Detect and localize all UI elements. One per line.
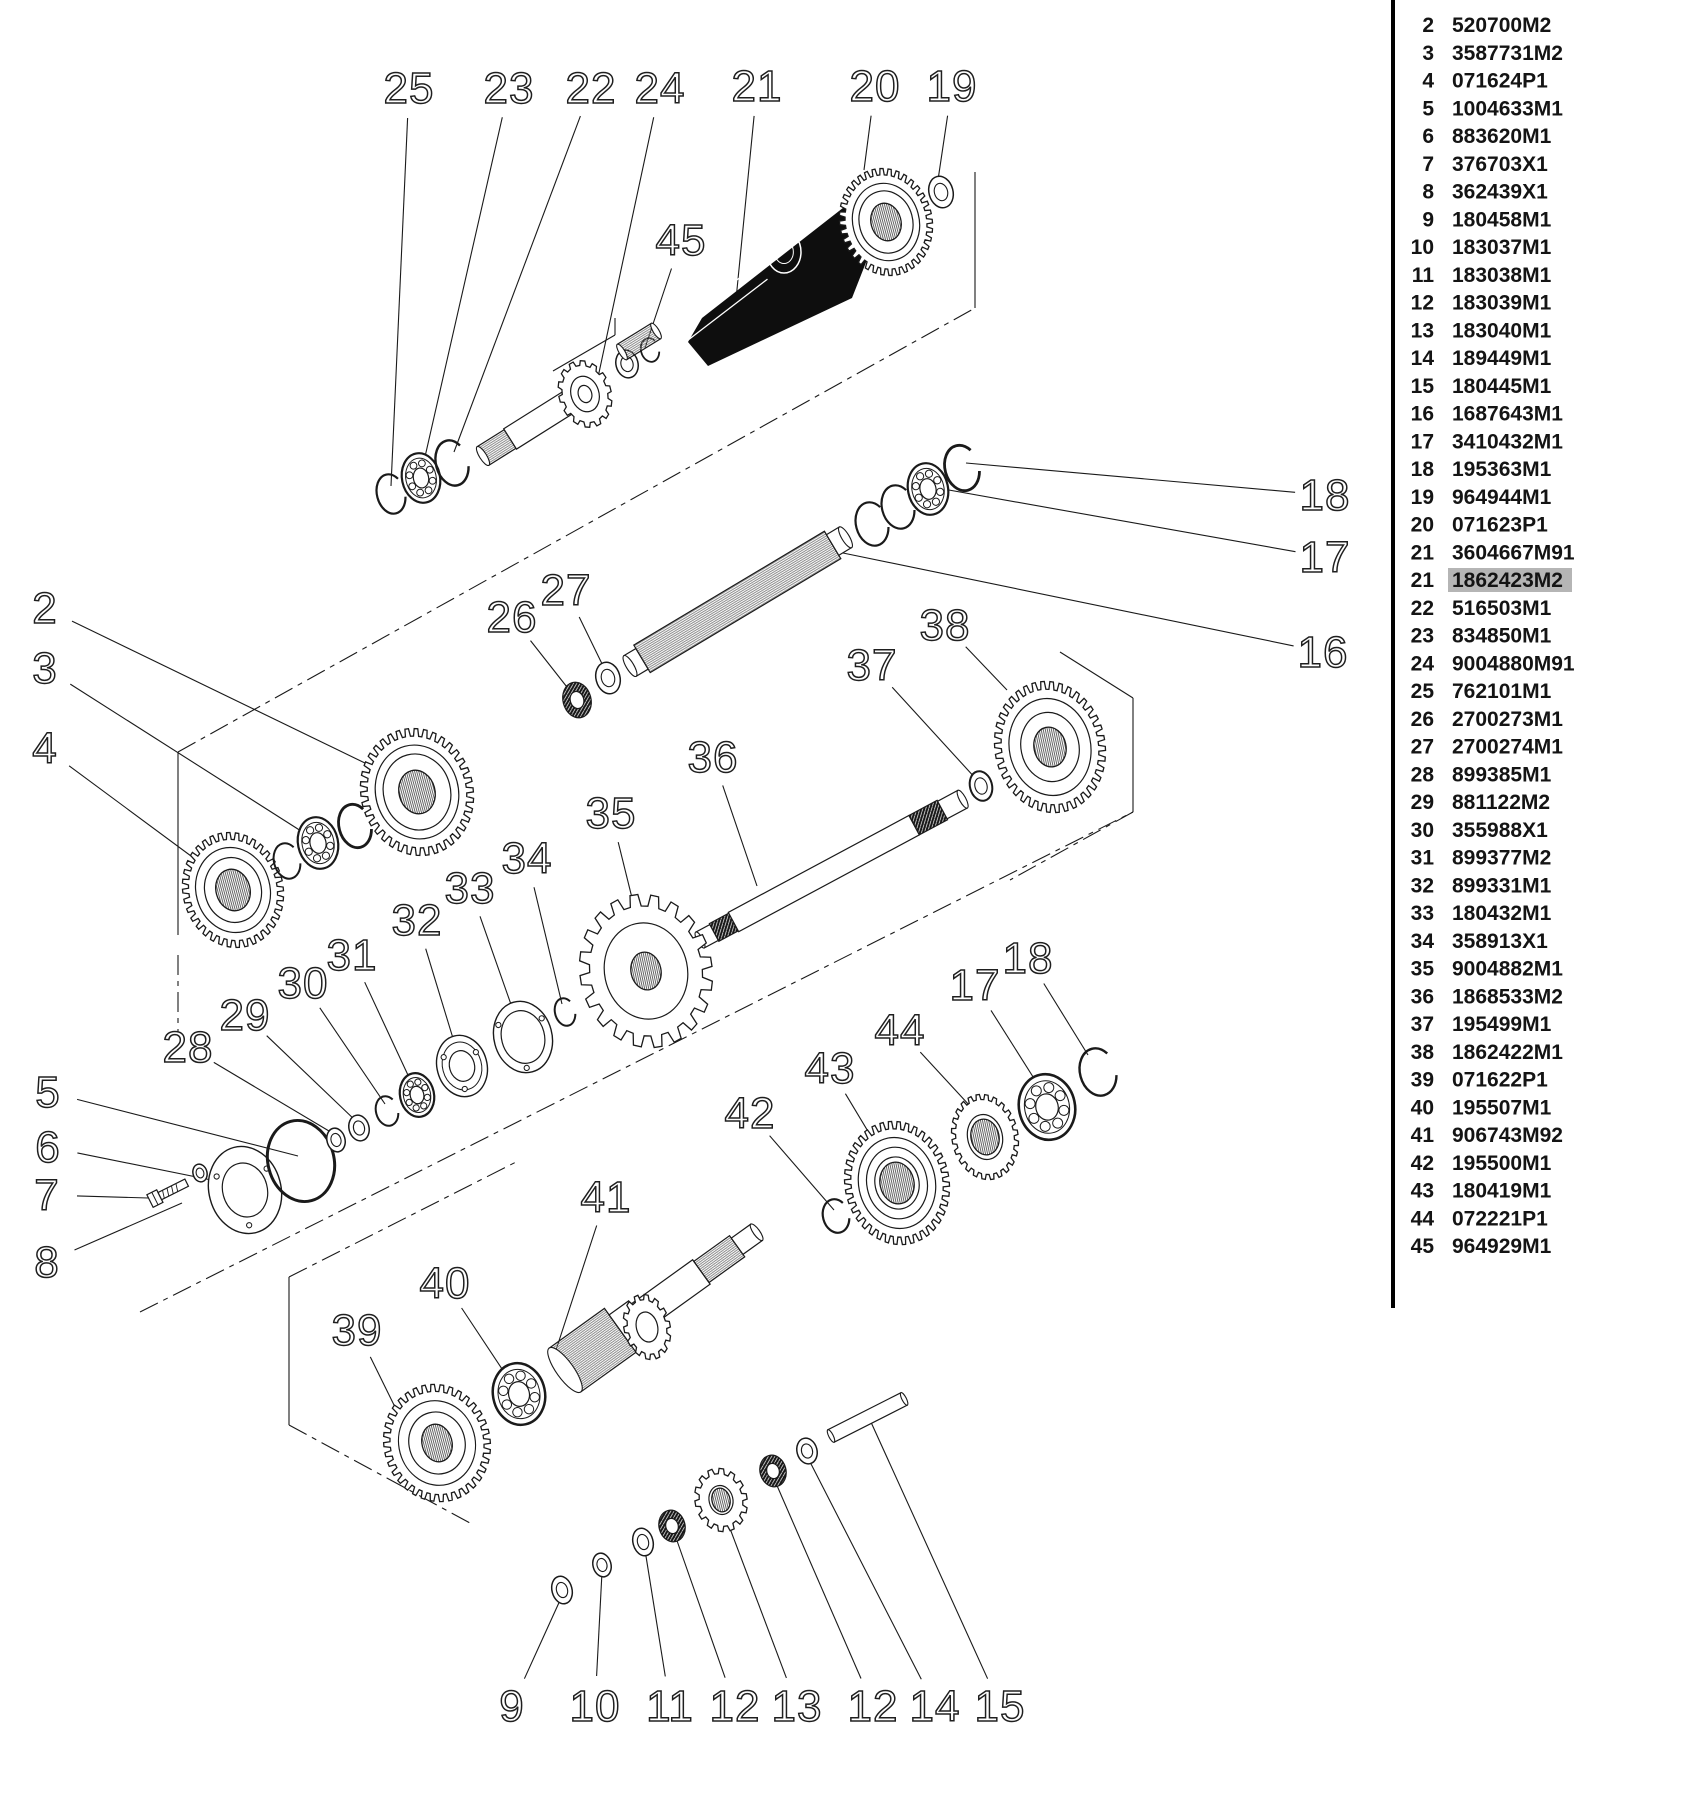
parts-list-row[interactable] — [1411, 292, 1552, 315]
callout-14[interactable]: 14 — [909, 1682, 961, 1731]
item-ref: 21 — [1410, 541, 1434, 565]
leader-line — [675, 1535, 725, 1678]
parts-list-row[interactable] — [1412, 264, 1552, 287]
item-ref: 33 — [1410, 902, 1434, 925]
part-number: 883620M1 — [1452, 125, 1552, 148]
item-ref: 31 — [1410, 846, 1434, 870]
part-bearing — [396, 1070, 438, 1120]
callout-12[interactable]: 12 — [847, 1682, 899, 1731]
part-number: 195507M1 — [1452, 1096, 1552, 1120]
parts-list-row[interactable] — [1411, 708, 1564, 731]
callout-21[interactable]: 21 — [731, 62, 783, 111]
part-number: 899377M2 — [1452, 846, 1552, 870]
leader-line — [524, 1596, 562, 1679]
item-ref: 43 — [1410, 1179, 1434, 1203]
part-gear — [346, 716, 487, 869]
part-gear — [688, 1463, 754, 1538]
callout-36[interactable]: 36 — [687, 733, 739, 782]
parts-list-row[interactable] — [1411, 486, 1552, 509]
part-number: 964929M1 — [1452, 1235, 1552, 1258]
parts-list-row[interactable] — [1422, 42, 1563, 65]
section-boundary-dashdot — [1010, 812, 1133, 880]
item-ref: 3 — [1422, 41, 1434, 65]
parts-list-row[interactable] — [1411, 597, 1552, 620]
part-number: 1004633M1 — [1452, 97, 1563, 121]
parts-list-row[interactable] — [1411, 1152, 1552, 1175]
item-ref: 35 — [1410, 957, 1434, 981]
part-gear — [170, 821, 297, 959]
leader-line — [72, 621, 400, 780]
part-number: 9004882M1 — [1452, 957, 1563, 981]
parts-list-row[interactable] — [1411, 902, 1552, 925]
callout-11[interactable]: 11 — [646, 1682, 694, 1731]
part-number: 1862422M1 — [1452, 1040, 1563, 1064]
leader-line — [77, 1196, 148, 1198]
parts-list-row[interactable] — [1411, 874, 1552, 897]
callout-4[interactable]: 4 — [32, 724, 58, 773]
parts-list-row[interactable] — [1411, 458, 1552, 481]
parts-list-row[interactable] — [1411, 1069, 1548, 1092]
part-washer — [592, 659, 623, 696]
callout-43[interactable]: 43 — [804, 1044, 856, 1093]
part-plate — [199, 1138, 291, 1242]
part-number: 180445M1 — [1452, 374, 1552, 398]
parts-list-row[interactable] — [1411, 958, 1564, 981]
part-number: 183040M1 — [1452, 319, 1552, 343]
part-number: 1862423M2 — [1452, 569, 1563, 592]
item-ref: 37 — [1410, 1013, 1434, 1036]
part-gear — [565, 882, 726, 1060]
part-shaft — [692, 788, 970, 951]
part-roller-bearing — [756, 1452, 789, 1490]
part-number: 3410432M1 — [1452, 430, 1563, 454]
parts-list-row[interactable] — [1411, 625, 1552, 648]
item-ref: 41 — [1410, 1124, 1434, 1147]
leader-line — [723, 785, 757, 886]
callout-16[interactable]: 16 — [1297, 628, 1349, 677]
part-gear — [944, 1088, 1026, 1186]
callout-40[interactable]: 40 — [419, 1259, 471, 1308]
leader-line — [938, 116, 948, 180]
leader-line — [214, 1062, 334, 1134]
callout-23[interactable]: 23 — [483, 64, 535, 113]
callout-38[interactable]: 38 — [919, 601, 971, 650]
parts-list-row[interactable] — [1411, 541, 1575, 564]
part-number: 762101M1 — [1452, 680, 1552, 703]
part-number: 2700274M1 — [1452, 735, 1563, 759]
part-number: 189449M1 — [1452, 347, 1552, 370]
item-ref: 14 — [1410, 347, 1434, 370]
parts-list-row[interactable] — [1422, 125, 1551, 148]
callout-17[interactable]: 17 — [949, 961, 1001, 1010]
item-ref: 28 — [1410, 763, 1434, 787]
part-number: 1687643M1 — [1452, 402, 1563, 426]
leader-line — [365, 982, 414, 1088]
callout-42[interactable]: 42 — [724, 1089, 776, 1138]
parts-list-row[interactable] — [1411, 652, 1575, 675]
item-ref: 19 — [1410, 485, 1434, 509]
parts-list-row[interactable] — [1411, 514, 1548, 537]
parts-list-row[interactable] — [1411, 819, 1548, 842]
part-roller-bearing — [559, 679, 595, 721]
callout-33[interactable]: 33 — [444, 864, 496, 913]
callout-10[interactable]: 10 — [569, 1682, 621, 1731]
parts-list-row[interactable] — [1411, 430, 1564, 453]
parts-list-row[interactable] — [1411, 1013, 1552, 1036]
part-washer — [630, 1526, 657, 1558]
parts-list-row[interactable] — [1411, 847, 1552, 870]
item-ref: 9 — [1422, 208, 1434, 232]
item-ref: 23 — [1410, 624, 1434, 648]
item-ref: 18 — [1410, 458, 1434, 481]
part-washer — [925, 173, 956, 210]
parts-list-row[interactable] — [1411, 1041, 1564, 1064]
part-snap-ring — [851, 499, 893, 550]
callout-13[interactable]: 13 — [771, 1682, 823, 1731]
part-gear — [371, 1372, 504, 1513]
callout-15[interactable]: 15 — [974, 1682, 1026, 1731]
item-ref: 8 — [1422, 180, 1434, 204]
parts-list-row[interactable] — [1411, 236, 1552, 259]
item-ref: 39 — [1410, 1068, 1434, 1092]
callout-12[interactable]: 12 — [709, 1682, 761, 1731]
part-number: 183039M1 — [1452, 291, 1552, 315]
leader-line — [70, 684, 312, 838]
part-bearing — [397, 450, 445, 507]
callout-8[interactable]: 8 — [34, 1238, 60, 1287]
callout-39[interactable]: 39 — [331, 1306, 383, 1355]
parts-list-row[interactable] — [1411, 736, 1564, 759]
callout-22[interactable]: 22 — [565, 64, 617, 113]
callout-44[interactable]: 44 — [874, 1006, 926, 1055]
callout-45[interactable]: 45 — [655, 216, 707, 265]
item-ref: 40 — [1410, 1096, 1434, 1120]
leader-line — [770, 1136, 834, 1210]
item-ref: 2 — [1422, 14, 1434, 37]
leader-line — [843, 553, 1294, 646]
leader-line — [320, 1008, 385, 1104]
part-number: 195500M1 — [1452, 1151, 1552, 1175]
callout-34[interactable]: 34 — [501, 834, 553, 883]
item-ref: 20 — [1410, 513, 1434, 537]
parts-list-row[interactable] — [1422, 97, 1563, 120]
callout-18[interactable]: 18 — [1002, 934, 1054, 983]
item-ref: 25 — [1410, 680, 1434, 703]
item-ref: 4 — [1422, 69, 1434, 93]
leader-line — [723, 1510, 786, 1678]
item-ref: 24 — [1410, 652, 1434, 676]
item-ref: 42 — [1410, 1151, 1434, 1175]
part-plate — [430, 1030, 494, 1103]
item-ref: 45 — [1410, 1235, 1434, 1258]
item-ref: 6 — [1422, 125, 1434, 148]
item-ref: 7 — [1422, 152, 1434, 176]
part-number: 362439X1 — [1452, 180, 1548, 204]
parts-list-row[interactable] — [1411, 763, 1552, 786]
part-number: 071622P1 — [1452, 1068, 1548, 1092]
parts-list-row[interactable] — [1411, 791, 1550, 814]
callout-5[interactable]: 5 — [35, 1068, 61, 1117]
item-ref: 21 — [1410, 569, 1434, 592]
parts-list-row[interactable] — [1411, 930, 1548, 953]
callout-9[interactable]: 9 — [499, 1682, 525, 1731]
parts-list-row[interactable] — [1411, 1180, 1552, 1203]
leader-line — [775, 1481, 861, 1679]
part-shaft — [826, 1392, 909, 1444]
item-ref: 29 — [1410, 791, 1434, 814]
callout-28[interactable]: 28 — [162, 1023, 214, 1072]
part-number: 358913X1 — [1452, 929, 1548, 953]
part-number: 516503M1 — [1452, 596, 1552, 620]
part-shaft — [615, 322, 663, 361]
leader-line — [809, 1460, 921, 1679]
parts-list-row[interactable] — [1422, 181, 1548, 204]
parts-list-row[interactable] — [1411, 985, 1563, 1008]
leader-line — [645, 1550, 665, 1676]
callout-18[interactable]: 18 — [1299, 471, 1351, 520]
leader-line — [966, 647, 1007, 690]
item-ref: 13 — [1410, 319, 1434, 343]
parts-list-row[interactable] — [1411, 1235, 1552, 1258]
leader-line — [892, 687, 977, 780]
item-ref: 27 — [1410, 735, 1434, 759]
part-number: 9004880M91 — [1452, 652, 1575, 676]
parts-list-row[interactable] — [1411, 680, 1552, 703]
parts-list-row[interactable] — [1411, 347, 1552, 370]
part-bearing — [1013, 1069, 1081, 1145]
part-number: 355988X1 — [1452, 818, 1548, 842]
leader-line — [991, 1010, 1035, 1080]
parts-list-row[interactable] — [1411, 403, 1564, 426]
part-washer — [191, 1162, 209, 1183]
callout-25[interactable]: 25 — [383, 64, 435, 113]
parts-list-row[interactable] — [1422, 153, 1548, 176]
callout-20[interactable]: 20 — [849, 62, 901, 111]
part-number: 183037M1 — [1452, 236, 1552, 259]
item-ref: 12 — [1410, 291, 1434, 315]
leader-line — [870, 1420, 988, 1679]
parts-list-row[interactable] — [1411, 319, 1552, 342]
item-ref: 11 — [1411, 263, 1434, 287]
part-number: 1868533M2 — [1452, 985, 1563, 1009]
part-gear — [833, 1112, 961, 1255]
part-number: 834850M1 — [1452, 624, 1552, 648]
item-ref: 10 — [1410, 236, 1434, 259]
callout-29[interactable]: 29 — [219, 991, 271, 1040]
part-shaft — [619, 522, 857, 682]
part-number: 899331M1 — [1452, 874, 1552, 898]
callout-41[interactable]: 41 — [580, 1173, 632, 1222]
callout-24[interactable]: 24 — [634, 64, 686, 113]
part-number: 3604667M91 — [1452, 541, 1575, 565]
part-number: 071624P1 — [1452, 69, 1548, 93]
parts-list-row[interactable] — [1422, 70, 1548, 93]
part-bolt — [147, 1176, 190, 1207]
item-ref: 44 — [1410, 1207, 1434, 1231]
callout-30[interactable]: 30 — [277, 959, 329, 1008]
callout-37[interactable]: 37 — [846, 641, 898, 690]
part-number: 195363M1 — [1452, 458, 1552, 481]
section-boundary-dashdot — [140, 812, 1133, 1312]
part-number: 2700273M1 — [1452, 707, 1563, 731]
part-washer — [346, 1113, 372, 1143]
leader-line — [920, 1052, 970, 1106]
parts-list-row[interactable] — [1411, 568, 1572, 592]
part-number: 183038M1 — [1452, 263, 1552, 287]
part-snap-ring — [552, 996, 579, 1028]
leader-line — [77, 1099, 298, 1156]
callout-17[interactable]: 17 — [1299, 533, 1351, 582]
part-number: 3587731M2 — [1452, 41, 1563, 65]
item-ref: 15 — [1410, 374, 1434, 398]
leader-line — [391, 118, 408, 486]
item-ref: 32 — [1410, 874, 1434, 898]
exploded-parts — [147, 158, 1122, 1606]
callout-32[interactable]: 32 — [391, 896, 443, 945]
part-washer — [590, 1551, 614, 1579]
part-number: 180419M1 — [1452, 1179, 1552, 1203]
parts-list-row[interactable] — [1411, 1096, 1552, 1119]
callout-7[interactable]: 7 — [34, 1171, 60, 1220]
part-number: 072221P1 — [1452, 1207, 1548, 1231]
part-plate — [486, 995, 561, 1080]
parts-list-row[interactable] — [1422, 14, 1551, 37]
leader-line — [534, 887, 562, 1004]
section-boundary-dashdot — [289, 1160, 520, 1277]
part-number: 906743M92 — [1452, 1124, 1563, 1147]
part-number: 376703X1 — [1452, 152, 1548, 176]
callout-19[interactable]: 19 — [926, 62, 978, 111]
leader-line — [1044, 984, 1088, 1056]
part-number: 195499M1 — [1452, 1013, 1552, 1036]
part-washer — [794, 1436, 820, 1466]
parts-list-row[interactable] — [1422, 208, 1551, 231]
leader-line — [267, 1036, 357, 1122]
callout-27[interactable]: 27 — [540, 566, 592, 615]
callout-2[interactable]: 2 — [32, 584, 58, 633]
leader-line — [597, 1572, 602, 1676]
callout-3[interactable]: 3 — [32, 644, 58, 693]
callout-35[interactable]: 35 — [585, 789, 637, 838]
leader-line — [864, 116, 871, 170]
item-ref: 38 — [1410, 1040, 1434, 1064]
parts-list-row[interactable] — [1411, 1207, 1548, 1230]
item-ref: 17 — [1410, 430, 1434, 454]
parts-list-row[interactable] — [1411, 1124, 1563, 1147]
item-ref: 22 — [1410, 596, 1434, 620]
part-number: 520700M2 — [1452, 14, 1552, 37]
item-ref: 16 — [1410, 402, 1434, 426]
leader-line — [422, 117, 502, 470]
parts-list-row[interactable] — [1411, 375, 1552, 398]
parts-list — [1391, 0, 1575, 1308]
part-number: 180458M1 — [1452, 208, 1552, 232]
part-roller-bearing — [655, 1507, 688, 1545]
part-gear — [982, 671, 1117, 823]
callout-26[interactable]: 26 — [486, 593, 538, 642]
part-snap-ring — [372, 1094, 401, 1129]
callout-31[interactable]: 31 — [326, 931, 378, 980]
part-number: 180432M1 — [1452, 902, 1552, 925]
callout-6[interactable]: 6 — [35, 1123, 61, 1172]
part-washer — [549, 1574, 576, 1606]
part-number: 071623P1 — [1452, 513, 1548, 537]
leader-line — [966, 463, 1295, 492]
item-ref: 34 — [1410, 929, 1434, 953]
item-ref: 30 — [1410, 818, 1434, 842]
item-ref: 26 — [1410, 707, 1434, 731]
parts-list-divider — [1391, 0, 1395, 1308]
part-number: 881122M2 — [1452, 791, 1551, 814]
item-ref: 5 — [1422, 97, 1434, 121]
leader-line — [75, 1203, 183, 1250]
part-number: 899385M1 — [1452, 763, 1552, 787]
leader-line — [932, 487, 1296, 552]
item-ref: 36 — [1410, 985, 1434, 1009]
part-number: 964944M1 — [1452, 485, 1552, 509]
part-bearing — [487, 1358, 551, 1429]
part-snap-ring — [1074, 1044, 1121, 1100]
